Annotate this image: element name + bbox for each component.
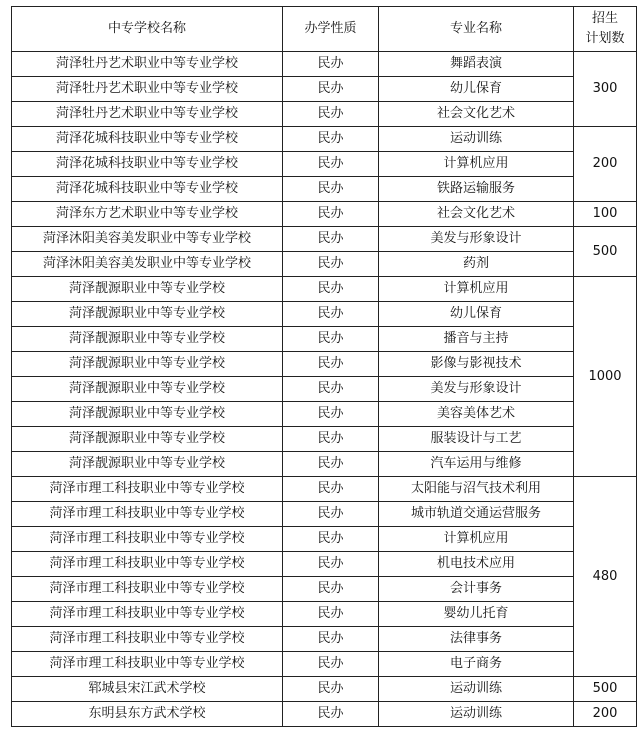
- nature-cell: 民办: [283, 377, 379, 402]
- plan-cell: 200: [574, 127, 637, 202]
- school-cell: 菏泽靓源职业中等专业学校: [12, 277, 283, 302]
- school-cell: 菏泽花城科技职业中等专业学校: [12, 177, 283, 202]
- table-row: [12, 702, 637, 727]
- major-cell: 影像与影视技术: [379, 352, 574, 377]
- nature-cell: 民办: [283, 627, 379, 652]
- major-cell: 计算机应用: [379, 152, 574, 177]
- table-row: [12, 102, 637, 127]
- nature-cell: 民办: [283, 127, 379, 152]
- school-cell: 菏泽花城科技职业中等专业学校: [12, 152, 283, 177]
- table-body: [12, 52, 637, 727]
- major-cell: 美发与形象设计: [379, 377, 574, 402]
- school-cell: 菏泽牡丹艺术职业中等专业学校: [12, 77, 283, 102]
- major-cell: 计算机应用: [379, 527, 574, 552]
- major-cell: 运动训练: [379, 127, 574, 152]
- school-cell: 东明县东方武术学校: [12, 702, 283, 727]
- nature-cell: 民办: [283, 577, 379, 602]
- school-cell: 菏泽沐阳美容美发职业中等专业学校: [12, 227, 283, 252]
- school-cell: 菏泽靓源职业中等专业学校: [12, 352, 283, 377]
- major-cell: 法律事务: [379, 627, 574, 652]
- major-cell: 社会文化艺术: [379, 202, 574, 227]
- major-cell: 服装设计与工艺: [379, 427, 574, 452]
- school-cell: 菏泽靓源职业中等专业学校: [12, 452, 283, 477]
- major-cell: 电子商务: [379, 652, 574, 677]
- table-row: [12, 327, 637, 352]
- plan-cell: 100: [574, 202, 637, 227]
- plan-cell: 200: [574, 702, 637, 727]
- major-cell: 会计事务: [379, 577, 574, 602]
- table-row: [12, 52, 637, 77]
- table-row: [12, 502, 637, 527]
- school-cell: 菏泽靓源职业中等专业学校: [12, 327, 283, 352]
- table-row: [12, 577, 637, 602]
- header-nature: 办学性质: [283, 7, 379, 52]
- nature-cell: 民办: [283, 452, 379, 477]
- nature-cell: 民办: [283, 327, 379, 352]
- major-cell: 播音与主持: [379, 327, 574, 352]
- table-row: [12, 552, 637, 577]
- nature-cell: 民办: [283, 252, 379, 277]
- school-cell: 菏泽市理工科技职业中等专业学校: [12, 527, 283, 552]
- school-cell: 菏泽市理工科技职业中等专业学校: [12, 477, 283, 502]
- table-row: [12, 452, 637, 477]
- school-cell: 菏泽靓源职业中等专业学校: [12, 427, 283, 452]
- nature-cell: 民办: [283, 177, 379, 202]
- school-cell: 菏泽市理工科技职业中等专业学校: [12, 627, 283, 652]
- table-row: [12, 127, 637, 152]
- table-row: [12, 202, 637, 227]
- school-cell: 菏泽靓源职业中等专业学校: [12, 377, 283, 402]
- nature-cell: 民办: [283, 602, 379, 627]
- table-row: [12, 277, 637, 302]
- table-row: [12, 602, 637, 627]
- major-cell: 婴幼儿托育: [379, 602, 574, 627]
- header-plan-line1: 招生: [591, 11, 618, 26]
- nature-cell: 民办: [283, 52, 379, 77]
- table-row: [12, 252, 637, 277]
- table-row: [12, 152, 637, 177]
- header-row: [12, 7, 637, 52]
- nature-cell: 民办: [283, 277, 379, 302]
- major-cell: 运动训练: [379, 702, 574, 727]
- table-row: [12, 627, 637, 652]
- nature-cell: 民办: [283, 502, 379, 527]
- enrollment-table: [11, 6, 637, 727]
- school-cell: 菏泽沐阳美容美发职业中等专业学校: [12, 252, 283, 277]
- header-major: 专业名称: [379, 7, 574, 52]
- nature-cell: 民办: [283, 202, 379, 227]
- plan-cell: 500: [574, 677, 637, 702]
- major-cell: 药剂: [379, 252, 574, 277]
- school-cell: 菏泽牡丹艺术职业中等专业学校: [12, 52, 283, 77]
- nature-cell: 民办: [283, 102, 379, 127]
- nature-cell: 民办: [283, 227, 379, 252]
- table-row: [12, 652, 637, 677]
- school-cell: 菏泽东方艺术职业中等专业学校: [12, 202, 283, 227]
- nature-cell: 民办: [283, 527, 379, 552]
- nature-cell: 民办: [283, 552, 379, 577]
- major-cell: 舞蹈表演: [379, 52, 574, 77]
- table-row: [12, 527, 637, 552]
- header-plan: [574, 7, 637, 52]
- nature-cell: 民办: [283, 77, 379, 102]
- nature-cell: 民办: [283, 702, 379, 727]
- plan-cell: 500: [574, 227, 637, 277]
- table-row: [12, 177, 637, 202]
- major-cell: 城市轨道交通运营服务: [379, 502, 574, 527]
- school-cell: 菏泽市理工科技职业中等专业学校: [12, 652, 283, 677]
- nature-cell: 民办: [283, 427, 379, 452]
- major-cell: 铁路运输服务: [379, 177, 574, 202]
- school-cell: 菏泽靓源职业中等专业学校: [12, 402, 283, 427]
- nature-cell: 民办: [283, 352, 379, 377]
- major-cell: 幼儿保育: [379, 302, 574, 327]
- nature-cell: 民办: [283, 652, 379, 677]
- school-cell: 菏泽市理工科技职业中等专业学校: [12, 552, 283, 577]
- table-row: [12, 427, 637, 452]
- table-row: [12, 77, 637, 102]
- nature-cell: 民办: [283, 302, 379, 327]
- nature-cell: 民办: [283, 402, 379, 427]
- school-cell: 菏泽靓源职业中等专业学校: [12, 302, 283, 327]
- major-cell: 运动训练: [379, 677, 574, 702]
- nature-cell: 民办: [283, 152, 379, 177]
- plan-cell: 300: [574, 52, 637, 127]
- school-cell: 菏泽花城科技职业中等专业学校: [12, 127, 283, 152]
- table-row: [12, 402, 637, 427]
- school-cell: 菏泽牡丹艺术职业中等专业学校: [12, 102, 283, 127]
- plan-cell: 480: [574, 477, 637, 677]
- school-cell: 菏泽市理工科技职业中等专业学校: [12, 602, 283, 627]
- major-cell: 机电技术应用: [379, 552, 574, 577]
- major-cell: 幼儿保育: [379, 77, 574, 102]
- nature-cell: 民办: [283, 677, 379, 702]
- table-row: [12, 302, 637, 327]
- header-plan-line2: 计划数: [585, 31, 625, 46]
- nature-cell: 民办: [283, 477, 379, 502]
- school-cell: 郓城县宋江武术学校: [12, 677, 283, 702]
- school-cell: 菏泽市理工科技职业中等专业学校: [12, 502, 283, 527]
- school-cell: 菏泽市理工科技职业中等专业学校: [12, 577, 283, 602]
- plan-cell: 1000: [574, 277, 637, 477]
- table-row: [12, 477, 637, 502]
- table-row: [12, 377, 637, 402]
- major-cell: 社会文化艺术: [379, 102, 574, 127]
- major-cell: 美容美体艺术: [379, 402, 574, 427]
- table-row: [12, 227, 637, 252]
- major-cell: 汽车运用与维修: [379, 452, 574, 477]
- major-cell: 计算机应用: [379, 277, 574, 302]
- major-cell: 美发与形象设计: [379, 227, 574, 252]
- table-row: [12, 677, 637, 702]
- table-row: [12, 352, 637, 377]
- header-school: 中专学校名称: [12, 7, 283, 52]
- major-cell: 太阳能与沼气技术利用: [379, 477, 574, 502]
